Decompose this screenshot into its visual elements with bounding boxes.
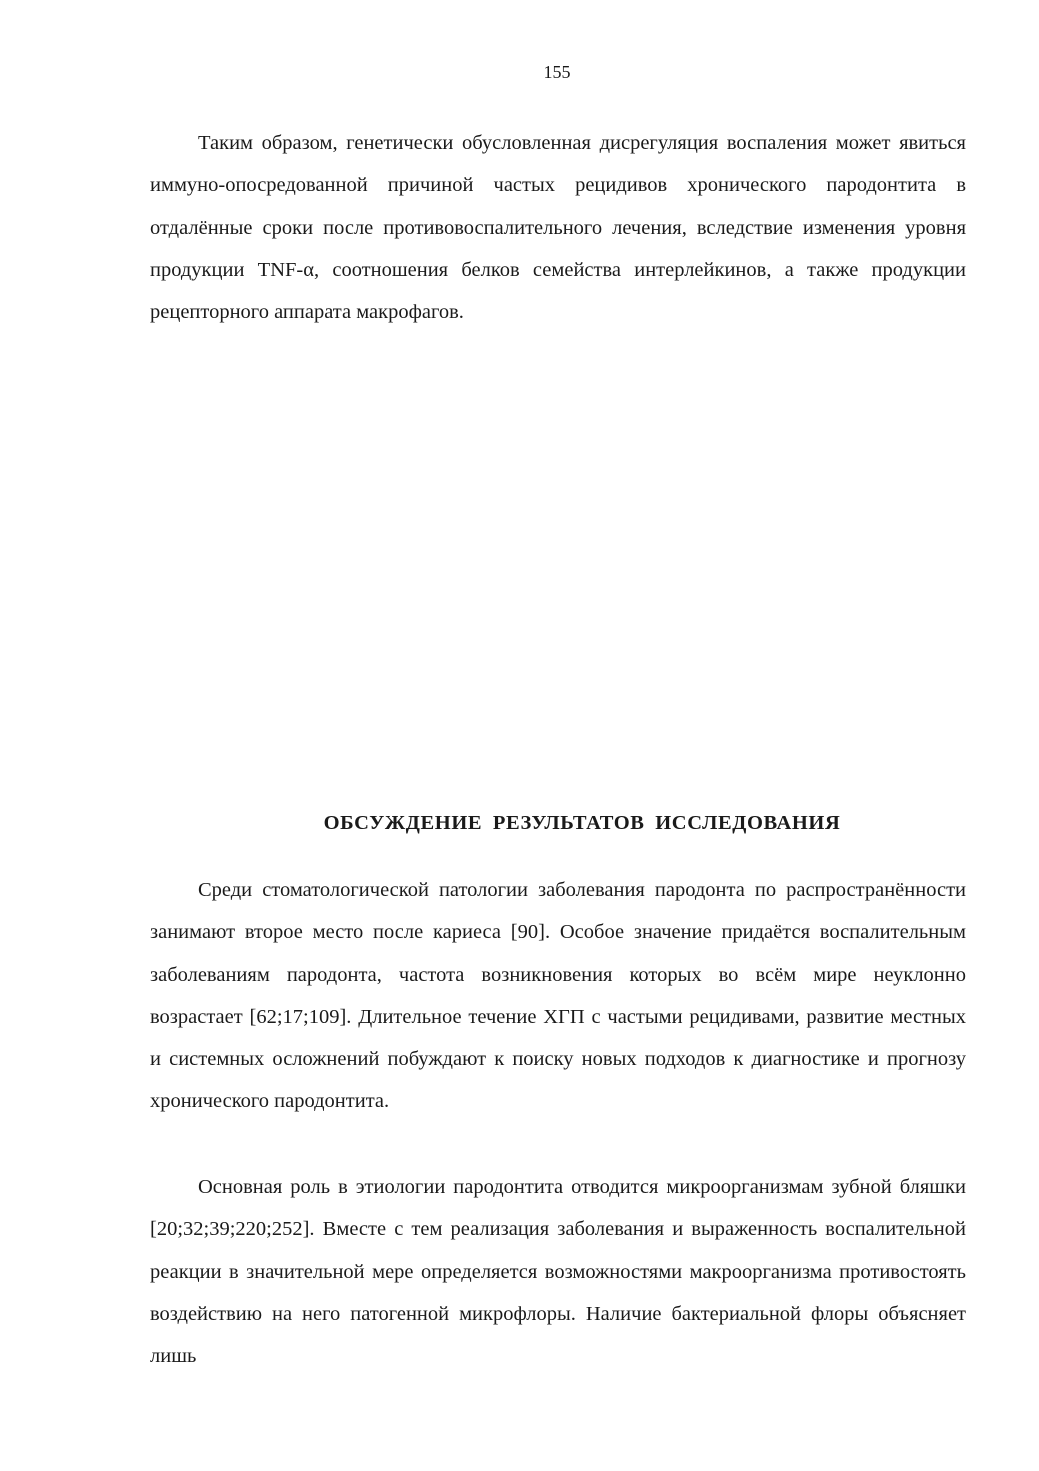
- conclusion-paragraph: Таким образом, генетически обусловленная дисрегуляция воспаления может явиться иммуно-опосредованной причиной частых рецидивов хронического пародонтита в отдалённые сроки после противовоспалительного лечения, вследствие изменения уровня продукции TNF-α, соотношения белков семейства интерлейкинов, а также продукции рецепторного аппарата макрофагов.: [150, 132, 966, 324]
- section-heading: ОБСУЖДЕНИЕ РЕЗУЛЬТАТОВ ИССЛЕДОВАНИЯ: [323, 812, 841, 834]
- discussion-paragraph-1: Среди стоматологической патологии заболевания пародонта по распространённости занимают второе место после кариеса [90]. Особое значение придаётся воспалительным заболеваниям пародонта, частота возникновения которых во всём мире неуклонно возрастает [62;17;109]. Длительное течение ХГП с частыми рецидивами, развитие местных и системных осложнений побуждают к поиску новых подходов к диагностике и прогнозу хронического пародонтита.: [150, 879, 966, 1113]
- page-number: 155: [543, 62, 571, 82]
- discussion-paragraph-2: Основная роль в этиологии пародонтита отводится микроорганизмам зубной бляшки [20;32;39;220;252]. Вместе с тем реализация заболевания и выраженность воспалительной реакции в значительной мере определяется возможностями макроорганизма противостоять воздействию на него патогенной микрофлоры. Наличие бактериальной флоры объясняет лишь: [150, 1176, 966, 1368]
